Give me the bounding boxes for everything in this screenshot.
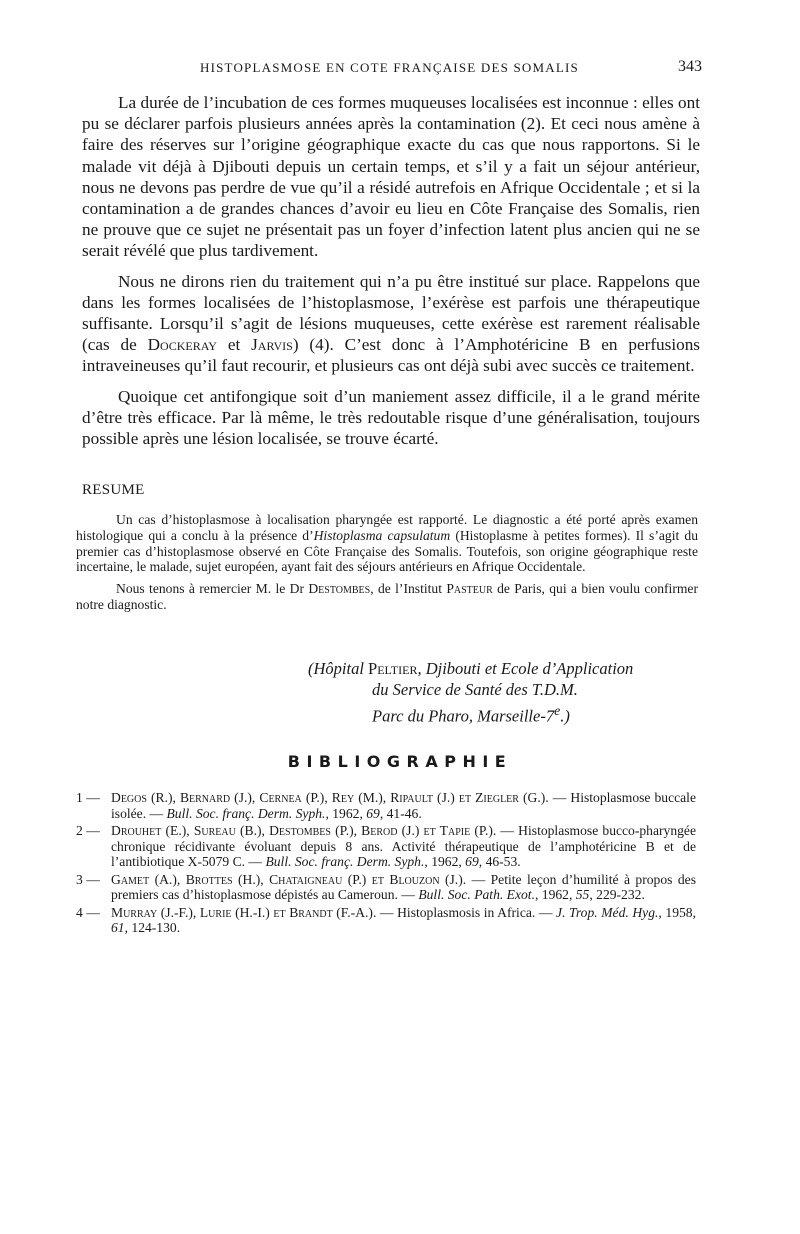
reference-item bbox=[76, 790, 696, 821]
bibliography-heading: BIBLIOGRAPHIE bbox=[287, 752, 513, 771]
affiliation-close: .) bbox=[560, 706, 570, 726]
paragraph-treatment bbox=[82, 271, 700, 377]
ack-text-b: , de l’Institut bbox=[370, 581, 447, 597]
affiliation-line-1 bbox=[308, 658, 708, 679]
reference-volume: 55 bbox=[575, 887, 590, 902]
affiliation-open: (Hôpital bbox=[308, 659, 369, 678]
reference-title: — Histoplasmose buccale isolée. — bbox=[111, 790, 696, 821]
reference-authors: Degos (R.), Bernard (J.), Cernea (P.), Rey (M.), Ripault (J.) et Ziegler (G.). bbox=[111, 790, 549, 805]
resume-section bbox=[76, 512, 698, 619]
reference-journal: J. Trop. Méd. Hyg. bbox=[556, 904, 659, 920]
resume-heading: RESUME bbox=[82, 482, 145, 498]
reference-year: , 1958, bbox=[658, 904, 696, 920]
reference-authors: Gamet (A.), Brottes (H.), Chataigneau (P.) et Blouzon (J.). bbox=[111, 871, 467, 887]
running-title: HISTOPLASMOSE EN COTE FRANÇAISE DES SOMALIS bbox=[200, 60, 579, 75]
treatment-text-a: Nous ne dirons rien du traitement qui n’a pu être institué sur place. Rappelons que dans les formes localisées de l’histoplasmose, l’exérèse est parfois une thérapeutique suffisante. Lorsqu’il s’agit de lésions muqueuses, cette exérèse est rarement réalisable (cas de bbox=[82, 271, 700, 355]
reference-list bbox=[76, 790, 696, 938]
body-text bbox=[82, 92, 700, 458]
acknowledgement bbox=[76, 581, 698, 613]
treatment-text-b: et bbox=[216, 335, 252, 355]
reference-volume: 61 bbox=[111, 920, 125, 935]
reference-title: — Histoplasmosis in Africa. — bbox=[376, 904, 557, 920]
reference-year: , 1962, bbox=[534, 887, 576, 902]
reference-pages: , 46-53. bbox=[478, 854, 521, 869]
ack-text-a: Nous tenons à remercier M. le Dr bbox=[116, 581, 309, 597]
reference-pages: , 124-130. bbox=[124, 920, 181, 935]
paragraph-incubation: La durée de l’incubation de ces formes muqueuses localisées est inconnue : elles ont pu se déclarer parfois plusieurs années après la contamination (2). Et ceci nous amène à faire des réserves sur l’origine géographique exacte du cas que nous rapportons. Si le malade vit déjà à Djibouti depuis un certain temps, et s’il y a fait un séjour antérieur, nous ne devons pas perdre de vue qu’il a résidé autrefois en Afrique Occidentale ; et si la contamination a de grandes chances d’avoir eu lieu en Côte Française des Somalis, rien ne prouve que ce sujet ne présentait pas un foyer d’infection latent plus ancien qui ne se serait révélé que plus tardivement. bbox=[82, 93, 700, 261]
paragraph-antifungal: Quoique cet antifongique soit d’un maniement assez difficile, il a le grand mérite d’être très efficace. Par là même, le très redoutable risque d’une généralisation, toujours possible après une lésion localisée, se trouve écarté. bbox=[82, 386, 700, 449]
author-dockeray: Dockeray bbox=[147, 335, 217, 355]
reference-pages: , 229-232. bbox=[589, 887, 645, 902]
reference-authors: Drouhet (E.), Sureau (B.), Destombes (P.), Berod (J.) et Tapie (P.). bbox=[111, 823, 497, 838]
affiliation-superscript: e bbox=[554, 703, 561, 718]
affiliation-line-2: du Service de Santé des T.D.M. bbox=[372, 680, 578, 699]
affiliation-block bbox=[308, 658, 708, 727]
reference-journal: Bull. Soc. franç. Derm. Syph. bbox=[166, 805, 326, 821]
reference-pages: , 41-46. bbox=[379, 805, 422, 821]
reference-number: 4 — bbox=[76, 904, 100, 920]
institute-pasteur: Pasteur bbox=[446, 581, 493, 597]
species-name: Histoplasma capsulatum bbox=[313, 527, 451, 543]
reference-number: 2 — bbox=[76, 823, 100, 838]
hospital-name: Peltier bbox=[368, 659, 418, 678]
affiliation-rest: , Djibouti et Ecole d’Application bbox=[417, 659, 634, 678]
reference-number: 1 — bbox=[76, 790, 100, 805]
ack-text-c: de Paris, qui a bien voulu confirmer notre diagnostic. bbox=[76, 581, 698, 612]
reference-item bbox=[76, 823, 696, 870]
reference-title: — Petite leçon d’humilité à propos des premiers cas d’histoplasmose dépistés au Cameroun. — bbox=[111, 871, 696, 902]
reference-authors: Murray (J.-F.), Lurie (H.-I.) et Brandt (F.-A.). bbox=[111, 904, 377, 920]
treatment-text-c: ) (4). C’est donc à l’Amphotéricine B en perfusions intraveineuses qu’il faut recourir, et plusieurs cas ont déjà subi avec succès ce traitement. bbox=[82, 335, 700, 376]
affiliation-line-3 bbox=[308, 700, 708, 727]
affiliation-address: Parc du Pharo, Marseille-7 bbox=[372, 706, 555, 726]
reference-year: , 1962, bbox=[325, 805, 367, 821]
name-destombes: Destombes bbox=[308, 581, 371, 597]
reference-item bbox=[76, 905, 696, 936]
reference-volume: 69 bbox=[465, 854, 479, 869]
reference-journal: Bull. Soc. franç. Derm. Syph. bbox=[265, 854, 425, 869]
page-number: 343 bbox=[678, 58, 702, 75]
reference-year: , 1962, bbox=[424, 854, 466, 869]
reference-volume: 69 bbox=[366, 805, 380, 821]
running-head bbox=[82, 58, 702, 80]
reference-number: 3 — bbox=[76, 871, 100, 887]
resume-summary bbox=[76, 512, 698, 575]
resume-text-b: (Histoplasme à petites formes). Il s’agit du premier cas d’histoplasmose observé en Côte Française des Somalis. Toutefois, son origine géographique reste incertaine, le malade, sujet européen, ayant fait des séjours antérieurs en Afrique Occidentale. bbox=[76, 527, 698, 575]
reference-journal: Bull. Soc. Path. Exot. bbox=[418, 887, 535, 902]
resume-text-a: Un cas d’histoplasmose à localisation pharyngée est rapporté. Le diagnostic a été porté après examen histologique qui a conclu à la présence d’ bbox=[76, 512, 698, 543]
reference-item bbox=[76, 872, 696, 903]
reference-title: — Histoplasmose bucco-pharyngée chronique récidivante évoluant depuis 8 ans. Activité thérapeutique de l’amphotéricine B et de l’antibiotique X-5079 C. — bbox=[111, 823, 696, 869]
author-jarvis: Jarvis bbox=[251, 335, 293, 355]
